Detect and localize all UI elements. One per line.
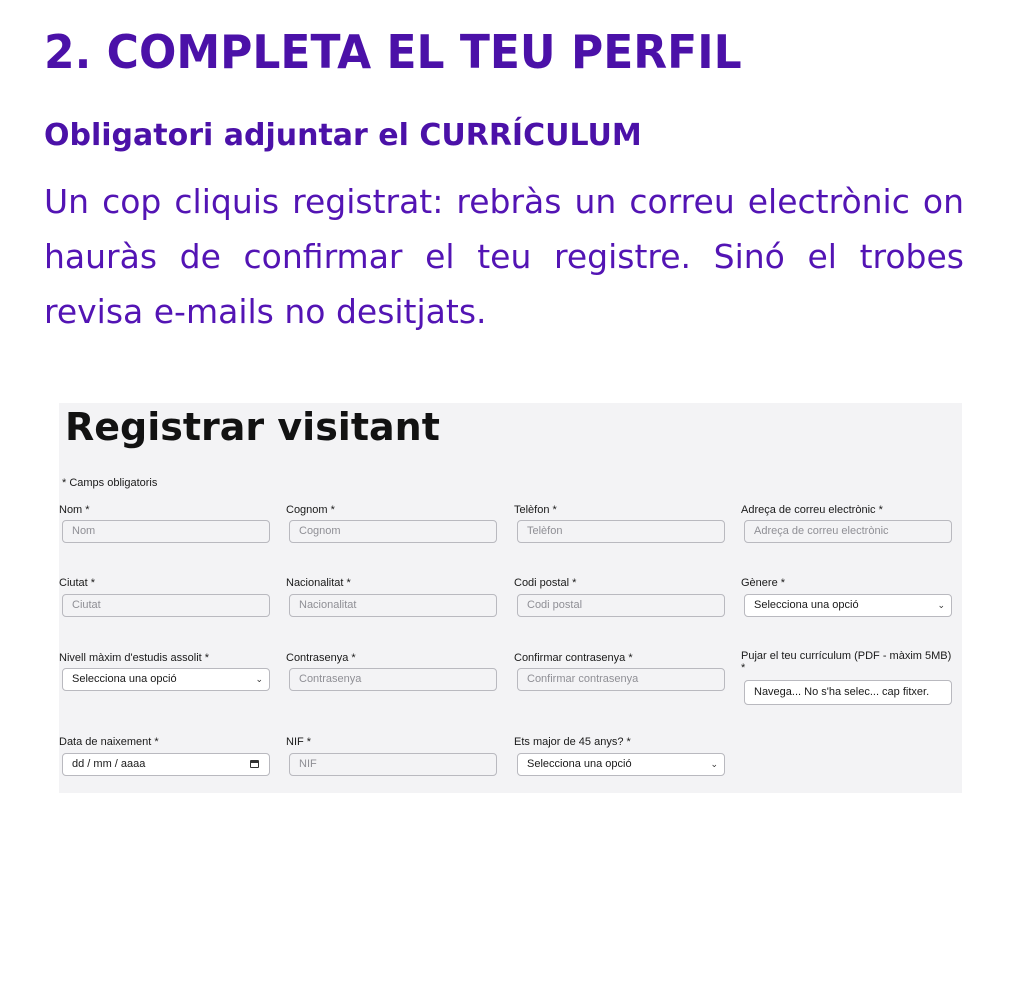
- estudis-select[interactable]: [62, 668, 270, 691]
- select-value: Selecciona una opció: [754, 599, 859, 611]
- field-label: Nom *: [59, 504, 90, 516]
- select-value: Selecciona una opció: [527, 758, 632, 770]
- field-confirmar-contrasenya: [514, 652, 726, 685]
- codi-postal-input[interactable]: Codi postal: [517, 594, 725, 617]
- field-label: Pujar el teu currículum (PDF - màxim 5MB) *: [741, 650, 952, 674]
- field-major-45: [514, 736, 726, 770]
- field-telefon: [514, 504, 726, 537]
- field-label: Data de naixement *: [59, 736, 159, 748]
- calendar-icon[interactable]: [250, 760, 259, 768]
- field-contrasenya: [286, 652, 498, 685]
- form-title: Registrar visitant: [65, 405, 440, 449]
- required-fields-note: * Camps obligatoris: [62, 477, 158, 489]
- field-label: Adreça de correu electrònic *: [741, 504, 883, 516]
- nif-input[interactable]: NIF: [289, 753, 497, 776]
- date-value: dd / mm / aaaa: [72, 758, 146, 770]
- field-nif: [286, 736, 498, 770]
- registration-form-screenshot: [59, 403, 962, 793]
- page-subheading: Obligatori adjuntar el CURRÍCULUM: [44, 118, 642, 153]
- field-label: Ciutat *: [59, 577, 96, 589]
- field-label: NIF *: [286, 736, 312, 748]
- nom-input[interactable]: Nom: [62, 520, 270, 543]
- field-curriculum: [741, 650, 953, 698]
- field-nacionalitat: [286, 577, 498, 611]
- email-input[interactable]: Adreça de correu electrònic: [744, 520, 952, 543]
- cognom-input[interactable]: Cognom: [289, 520, 497, 543]
- field-label: Nacionalitat *: [286, 577, 351, 589]
- chevron-down-icon: ⌄: [710, 759, 718, 769]
- field-cognom: [286, 504, 498, 537]
- field-label: Cognom *: [286, 504, 335, 516]
- telefon-input[interactable]: Telèfon: [517, 520, 725, 543]
- confirmar-contrasenya-input[interactable]: Confirmar contrasenya: [517, 668, 725, 691]
- contrasenya-input[interactable]: Contrasenya: [289, 668, 497, 691]
- chevron-down-icon: ⌄: [937, 600, 945, 610]
- field-label: Nivell màxim d'estudis assolit *: [59, 652, 210, 664]
- field-label: Confirmar contrasenya *: [514, 652, 633, 664]
- field-label: Telèfon *: [514, 504, 557, 516]
- nacionalitat-input[interactable]: Nacionalitat: [289, 594, 497, 617]
- curriculum-file-input[interactable]: Navega... No s'ha selec... cap fitxer.: [744, 680, 952, 705]
- field-label: Contrasenya *: [286, 652, 356, 664]
- page-heading: 2. COMPLETA EL TEU PERFIL: [44, 26, 742, 80]
- chevron-down-icon: ⌄: [255, 674, 263, 684]
- field-email: [741, 504, 953, 537]
- field-genere: [741, 577, 953, 611]
- intro-text: Un cop cliquis registrat: rebràs un correu electrònic on hauràs de confirmar el teu registre. Sinó el trobes revisa e-mails no desitjats.: [44, 182, 964, 331]
- field-label: Ets major de 45 anys? *: [514, 736, 631, 748]
- field-ciutat: [59, 577, 271, 611]
- select-value: Selecciona una opció: [72, 673, 177, 685]
- field-data-naixement: [59, 736, 271, 770]
- major-45-select[interactable]: [517, 753, 725, 776]
- field-estudis: [59, 652, 271, 685]
- field-label: Gènere *: [741, 577, 786, 589]
- data-naixement-input[interactable]: [62, 753, 270, 776]
- ciutat-input[interactable]: Ciutat: [62, 594, 270, 617]
- genere-select[interactable]: [744, 594, 952, 617]
- field-codi-postal: [514, 577, 726, 611]
- field-label: Codi postal *: [514, 577, 577, 589]
- field-nom: [59, 504, 271, 537]
